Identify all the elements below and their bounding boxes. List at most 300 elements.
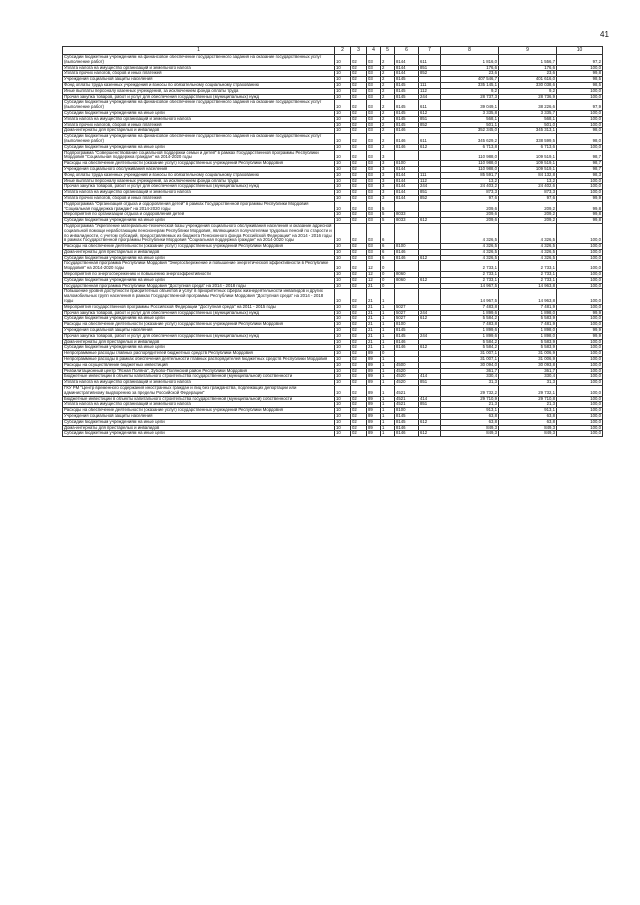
table-cell: 02 bbox=[351, 166, 367, 172]
table-cell: 2 bbox=[381, 134, 395, 145]
table-cell: 89 bbox=[367, 425, 381, 431]
table-cell: 9,2 bbox=[499, 88, 557, 94]
table-cell: 10 bbox=[335, 184, 351, 190]
table-cell: 8145 bbox=[395, 333, 419, 339]
column-header: 8 bbox=[441, 47, 499, 55]
table-cell: 8100 bbox=[395, 244, 419, 250]
table-cell: 02 bbox=[351, 178, 367, 184]
table-cell: 2 bbox=[381, 71, 395, 77]
table-cell: 414 bbox=[419, 396, 441, 402]
table-cell: 176,6 bbox=[499, 65, 557, 71]
table-cell: 414 bbox=[419, 374, 441, 380]
table-cell: 345 313,1 bbox=[499, 128, 557, 134]
table-cell: 5 583,9 bbox=[499, 339, 557, 345]
table-cell: 4521 bbox=[395, 402, 419, 408]
table-cell: 10 bbox=[335, 310, 351, 316]
table-cell: 10 bbox=[335, 419, 351, 425]
table-cell: 10 bbox=[335, 65, 351, 71]
table-cell bbox=[419, 223, 441, 243]
table-cell: 23,6 bbox=[441, 71, 499, 77]
table-cell: 12 bbox=[367, 277, 381, 283]
table-cell: 100,0 bbox=[557, 316, 603, 322]
table-cell: 02 bbox=[351, 82, 367, 88]
table-cell: 63,8 bbox=[499, 414, 557, 420]
table-cell: 330,4 bbox=[499, 374, 557, 380]
table-cell: 03 bbox=[367, 110, 381, 116]
table-cell: 4521 bbox=[395, 396, 419, 402]
table-cell: 612 bbox=[419, 277, 441, 283]
table-cell: 851 bbox=[419, 402, 441, 408]
table-cell: 100,0 bbox=[557, 283, 603, 289]
table-cell: 10 bbox=[335, 357, 351, 363]
table-cell: 2 bbox=[381, 94, 395, 100]
table-cell: 98,5 bbox=[557, 82, 603, 88]
table-cell: 100,0 bbox=[557, 380, 603, 386]
row-name-cell: Уплата налога на имущество организаций и земельного налога bbox=[63, 380, 335, 386]
table-cell: 1 bbox=[381, 333, 395, 339]
table-cell: 100,0 bbox=[557, 386, 603, 397]
table-cell bbox=[419, 386, 441, 397]
table-cell: 10 bbox=[335, 431, 351, 437]
row-name-cell: Уплата прочих налогов, сборов и иных платежей bbox=[63, 195, 335, 201]
row-name-cell: Расходы на обеспечение деятельности (оказание услуг) государственных учреждений Республики Мордовия bbox=[63, 322, 335, 328]
table-cell: 02 bbox=[351, 408, 367, 414]
table-cell: 03 bbox=[367, 195, 381, 201]
table-cell: 21 bbox=[367, 316, 381, 322]
table-cell: 10 bbox=[335, 190, 351, 196]
table-cell: 100,0 bbox=[557, 261, 603, 272]
table-cell: 361,7 bbox=[441, 368, 499, 374]
table-cell: 100,0 bbox=[557, 122, 603, 128]
table-cell: 1 bbox=[381, 431, 395, 437]
table-cell: 03 bbox=[367, 223, 381, 243]
row-name-cell: Прочая закупка товаров, работ и услуг для обеспечения государственных (муниципальных) нужд bbox=[63, 333, 335, 339]
table-cell bbox=[395, 289, 419, 304]
table-cell: 02 bbox=[351, 190, 367, 196]
table-cell: 10 bbox=[335, 408, 351, 414]
table-cell: 10 bbox=[335, 244, 351, 250]
table-cell: 5 583,9 bbox=[499, 316, 557, 322]
table-cell: 99,8 bbox=[557, 218, 603, 224]
table-cell: 9,2 bbox=[441, 88, 499, 94]
table-cell: 851 bbox=[419, 380, 441, 386]
table-cell: 1 bbox=[381, 425, 395, 431]
table-cell: 97,6 bbox=[499, 195, 557, 201]
table-cell: 8145 bbox=[395, 100, 419, 111]
table-cell: 849,3 bbox=[499, 425, 557, 431]
table-cell: 10 bbox=[335, 161, 351, 167]
table-cell: 3 335,7 bbox=[499, 110, 557, 116]
table-cell: 10 bbox=[335, 255, 351, 261]
table-cell: 1 bbox=[381, 328, 395, 334]
table-cell: 24 402,6 bbox=[499, 184, 557, 190]
table-cell: 873,3 bbox=[441, 190, 499, 196]
table-cell: 4520 bbox=[395, 380, 419, 386]
row-name-cell: Расходы на обеспечение деятельности (оказание услуг) государственных учреждений Республики Мордовия bbox=[63, 408, 335, 414]
row-name-cell: Субсидии бюджетным учреждениям на иные цели bbox=[63, 110, 335, 116]
table-cell: 568,1 bbox=[499, 116, 557, 122]
table-cell: 02 bbox=[351, 100, 367, 111]
table-cell: 8100 bbox=[395, 161, 419, 167]
table-cell: 03 bbox=[367, 218, 381, 224]
table-cell: 100,0 bbox=[557, 116, 603, 122]
table-cell: 30 093,8 bbox=[499, 362, 557, 368]
table-cell: 02 bbox=[351, 425, 367, 431]
table-cell: 0 bbox=[381, 277, 395, 283]
table-cell: 100,0 bbox=[557, 351, 603, 357]
table-cell: 02 bbox=[351, 328, 367, 334]
table-cell: 2 733,1 bbox=[499, 261, 557, 272]
row-name-cell: Подпрограмма "Укрепление материально-технической базы учреждений социального обслуживания населения и оказание адресной социальной помощи неработающим пенсионерам Республики Мордовия, являющимся получателями трудовых пенсий по старости и по инвалидности, с учетом субсидий, предоставляемых из бюджета Пенсионного фонда Российской Федерации" на 2014 - 2016 годы в рамках Государственной программы Республики Мордовия "Социальная поддержка граждан" на 2014-2020 годы bbox=[63, 223, 335, 243]
table-cell: 02 bbox=[351, 122, 367, 128]
table-cell: 10 bbox=[335, 304, 351, 310]
row-name-cell: Мероприятия по организации отдыха и оздоровления детей bbox=[63, 212, 335, 218]
column-header: 3 bbox=[351, 47, 367, 55]
table-cell: 3 bbox=[381, 150, 395, 161]
table-cell: 8145 bbox=[395, 328, 419, 334]
table-cell: 97,9 bbox=[557, 100, 603, 111]
row-name-cell: Прочая закупка товаров, работ и услуг для обеспечения государственных (муниципальных) нужд bbox=[63, 184, 335, 190]
table-cell: 1 bbox=[381, 402, 395, 408]
row-name-cell: Субсидии бюджетным учреждениям на иные цели bbox=[63, 419, 335, 425]
table-cell: 8146 bbox=[395, 255, 419, 261]
table-row bbox=[63, 100, 603, 111]
table-cell: 3 335,8 bbox=[441, 110, 499, 116]
table-cell: 100,0 bbox=[557, 368, 603, 374]
table-cell: 98,7 bbox=[557, 150, 603, 161]
table-cell: 02 bbox=[351, 110, 367, 116]
table-cell: 109 519,1 bbox=[499, 166, 557, 172]
table-cell: 111 bbox=[419, 172, 441, 178]
table-cell: 407 546,7 bbox=[441, 77, 499, 83]
table-cell: 03 bbox=[367, 55, 381, 66]
table-cell: 1 899,6 bbox=[441, 310, 499, 316]
table-cell: 10 bbox=[335, 425, 351, 431]
table-cell: 8033 bbox=[395, 212, 419, 218]
row-name-cell: Учреждения социальной защиты населения bbox=[63, 414, 335, 420]
table-cell: 99,9 bbox=[557, 310, 603, 316]
table-cell: 10 bbox=[335, 339, 351, 345]
table-cell: 100,0 bbox=[557, 322, 603, 328]
table-cell: 31 007,1 bbox=[441, 357, 499, 363]
table-cell: 6 bbox=[381, 249, 395, 255]
table-cell: 3 bbox=[381, 178, 395, 184]
table-cell: 84 132,8 bbox=[499, 172, 557, 178]
table-cell: 10 bbox=[335, 289, 351, 304]
table-cell: 100,0 bbox=[557, 184, 603, 190]
table-cell: 89 bbox=[367, 419, 381, 425]
table-cell bbox=[419, 150, 441, 161]
table-cell: 10 bbox=[335, 88, 351, 94]
table-cell: 209,6 bbox=[441, 218, 499, 224]
table-cell: 10 bbox=[335, 128, 351, 134]
table-cell: 244 bbox=[419, 184, 441, 190]
table-cell: 1 bbox=[381, 362, 395, 368]
table-cell: 3 bbox=[381, 195, 395, 201]
table-cell: 03 bbox=[367, 134, 381, 145]
table-cell: 4 326,5 bbox=[499, 244, 557, 250]
column-header: 6 bbox=[395, 47, 419, 55]
table-cell: 10 bbox=[335, 386, 351, 397]
table-cell: 5 583,9 bbox=[499, 345, 557, 351]
table-cell: 6 bbox=[381, 244, 395, 250]
table-cell: 02 bbox=[351, 289, 367, 304]
table-cell: 10 bbox=[335, 283, 351, 289]
table-cell: 10 bbox=[335, 212, 351, 218]
table-cell: 21 bbox=[367, 283, 381, 289]
table-cell: 109 519,1 bbox=[499, 161, 557, 167]
table-cell: 100,0 bbox=[557, 414, 603, 420]
table-cell: 110 988,0 bbox=[441, 166, 499, 172]
table-cell: 03 bbox=[367, 190, 381, 196]
table-cell: 5 bbox=[381, 212, 395, 218]
row-name-cell: Непрограммные расходы в рамках обеспечения деятельности главных распорядителей бюджетных средств Республики Мордовия bbox=[63, 357, 335, 363]
row-name-cell: Прочая закупка товаров, работ и услуг для обеспечения государственных (муниципальных) нужд bbox=[63, 310, 335, 316]
table-cell: 63,8 bbox=[499, 419, 557, 425]
table-cell: 6 713,6 bbox=[499, 144, 557, 150]
table-cell: 98,7 bbox=[557, 161, 603, 167]
table-cell: 100,0 bbox=[557, 223, 603, 243]
table-cell: 5027 bbox=[395, 310, 419, 316]
table-cell: 10 bbox=[335, 272, 351, 278]
table-cell: 4520 bbox=[395, 368, 419, 374]
row-name-cell: Учреждения социальной защиты населения bbox=[63, 328, 335, 334]
table-cell: 39 049,1 bbox=[441, 100, 499, 111]
row-name-cell: Уплата прочих налогов, сборов и иных платежей bbox=[63, 71, 335, 77]
table-cell: 5 584,2 bbox=[441, 316, 499, 322]
table-cell: 852 bbox=[419, 122, 441, 128]
table-cell: 03 bbox=[367, 116, 381, 122]
table-cell: 21 bbox=[367, 328, 381, 334]
table-cell: 100,0 bbox=[557, 144, 603, 150]
row-name-cell: Уплата прочих налогов, сборов и иных платежей bbox=[63, 122, 335, 128]
table-cell: 612 bbox=[419, 218, 441, 224]
table-cell: 849,3 bbox=[441, 431, 499, 437]
row-name-cell: Повышение уровня доступности приоритетных объектов и услуг в приоритетных сферах жизнедеятельности инвалидов и других маломобильных групп населения в рамках Государственной программы Республики Мордовия "Доступная среда" на 2014 - 2018 годы bbox=[63, 289, 335, 304]
table-cell: 89 bbox=[367, 386, 381, 397]
row-name-cell: Субсидии бюджетным учреждениям на иные цели bbox=[63, 277, 335, 283]
row-name-cell: Субсидии бюджетным учреждениям на финансовое обеспечение государственного задания на оказание государственных услуг (выполнение работ) bbox=[63, 100, 335, 111]
table-cell: 03 bbox=[367, 150, 381, 161]
table-cell bbox=[395, 201, 419, 212]
row-name-cell: Дома-интернаты для престарелых и инвалидов bbox=[63, 128, 335, 134]
table-cell: 2 733,1 bbox=[499, 277, 557, 283]
table-cell: 02 bbox=[351, 277, 367, 283]
table-cell: 100,0 bbox=[557, 304, 603, 310]
table-cell: 89 bbox=[367, 380, 381, 386]
row-name-cell: Уплата налога на имущество организаций и земельного налога bbox=[63, 190, 335, 196]
table-cell: 8144 bbox=[395, 55, 419, 66]
table-cell: 10 bbox=[335, 55, 351, 66]
table-cell: 10 bbox=[335, 201, 351, 212]
row-name-cell: Иные выплаты персоналу казенных учреждений, за исключением фонда оплаты труда bbox=[63, 178, 335, 184]
table-cell: 1 bbox=[381, 289, 395, 304]
table-cell: 89 bbox=[367, 408, 381, 414]
table-cell: 8100 bbox=[395, 408, 419, 414]
table-cell: 28 736,9 bbox=[499, 94, 557, 100]
table-cell: 873,3 bbox=[499, 190, 557, 196]
table-cell: 1 bbox=[381, 316, 395, 322]
table-cell: 2 733,1 bbox=[499, 272, 557, 278]
table-cell: 209,6 bbox=[441, 212, 499, 218]
table-cell: 8145 bbox=[395, 110, 419, 116]
table-cell: 89 bbox=[367, 351, 381, 357]
table-cell: 611 bbox=[419, 55, 441, 66]
table-cell: 244 bbox=[419, 94, 441, 100]
table-cell: 8144 bbox=[395, 195, 419, 201]
table-cell: 501,0 bbox=[499, 122, 557, 128]
table-cell: 110 988,0 bbox=[441, 161, 499, 167]
table-cell: 02 bbox=[351, 261, 367, 272]
table-cell: 10 bbox=[335, 116, 351, 122]
table-cell: 21 bbox=[367, 289, 381, 304]
table-header-row bbox=[63, 47, 603, 55]
table-cell: 100,0 bbox=[557, 178, 603, 184]
table-row bbox=[63, 201, 603, 212]
table-cell: 3 bbox=[381, 161, 395, 167]
table-cell: 21,3 bbox=[499, 402, 557, 408]
table-cell: 0 bbox=[381, 283, 395, 289]
table-cell: 2 bbox=[381, 77, 395, 83]
table-cell: 02 bbox=[351, 172, 367, 178]
table-cell: 7 483,8 bbox=[441, 304, 499, 310]
table-cell: 02 bbox=[351, 339, 367, 345]
table-cell: 98,3 bbox=[557, 172, 603, 178]
table-cell: 1 bbox=[381, 345, 395, 351]
table-cell: 99,9 bbox=[557, 333, 603, 339]
table-cell: 8146 bbox=[395, 431, 419, 437]
table-cell: 10 bbox=[335, 402, 351, 408]
table-cell: 10 bbox=[335, 134, 351, 145]
table-cell: 02 bbox=[351, 134, 367, 145]
table-cell: 10 bbox=[335, 362, 351, 368]
table-cell: 1 bbox=[381, 339, 395, 345]
table-cell: 7 481,9 bbox=[499, 322, 557, 328]
table-cell: 209,2 bbox=[499, 218, 557, 224]
table-cell: 03 bbox=[367, 71, 381, 77]
column-header: 7 bbox=[419, 47, 441, 55]
table-cell: 02 bbox=[351, 144, 367, 150]
row-name-cell: Расходы на обеспечение деятельности (оказание услуг) государственных учреждений Республики Мордовия bbox=[63, 161, 335, 167]
table-cell: 8145 bbox=[395, 116, 419, 122]
table-row bbox=[63, 431, 603, 437]
table-cell: 0 bbox=[381, 261, 395, 272]
table-cell: 2 bbox=[381, 128, 395, 134]
table-cell: 851 bbox=[419, 190, 441, 196]
table-cell bbox=[419, 261, 441, 272]
row-name-cell: Субсидии бюджетным учреждениям на иные цели bbox=[63, 431, 335, 437]
table-cell: 5 584,2 bbox=[441, 339, 499, 345]
table-cell: 913,1 bbox=[499, 408, 557, 414]
table-cell: 14 963,8 bbox=[499, 283, 557, 289]
table-cell: 112 bbox=[419, 178, 441, 184]
table-row bbox=[63, 223, 603, 243]
table-cell: 335 145,1 bbox=[441, 82, 499, 88]
table-cell: 4521 bbox=[395, 386, 419, 397]
table-cell: 10 bbox=[335, 82, 351, 88]
table-cell: 10 bbox=[335, 414, 351, 420]
table-cell bbox=[419, 201, 441, 212]
table-cell: 02 bbox=[351, 244, 367, 250]
table-cell: 03 bbox=[367, 249, 381, 255]
table-cell: 31,3 bbox=[499, 380, 557, 386]
table-cell: 100,0 bbox=[557, 402, 603, 408]
table-cell: 03 bbox=[367, 161, 381, 167]
table-cell: 100,0 bbox=[557, 289, 603, 304]
table-cell: 89 bbox=[367, 368, 381, 374]
table-cell bbox=[395, 261, 419, 272]
table-cell: 2 bbox=[381, 110, 395, 116]
table-cell: 612 bbox=[419, 255, 441, 261]
table-cell: 99,8 bbox=[557, 212, 603, 218]
table-cell: 02 bbox=[351, 55, 367, 66]
table-cell: 38 226,6 bbox=[499, 100, 557, 111]
table-cell: 8146 bbox=[395, 339, 419, 345]
table-cell: 0 bbox=[381, 272, 395, 278]
table-cell: 3 bbox=[381, 166, 395, 172]
table-cell: 851 bbox=[419, 65, 441, 71]
table-cell: 03 bbox=[367, 201, 381, 212]
table-cell: 02 bbox=[351, 212, 367, 218]
table-cell: 10 bbox=[335, 166, 351, 172]
table-cell: 4 326,5 bbox=[499, 249, 557, 255]
table-cell: 8060 bbox=[395, 277, 419, 283]
table-cell: 10 bbox=[335, 316, 351, 322]
row-name-cell: Расходы на обеспечение деятельности (оказание услуг) государственных учреждений Республики Мордовия bbox=[63, 244, 335, 250]
table-cell: 244 bbox=[419, 333, 441, 339]
table-cell: 338 599,5 bbox=[499, 134, 557, 145]
table-row bbox=[63, 134, 603, 145]
table-cell: 4 326,5 bbox=[441, 244, 499, 250]
column-header: 5 bbox=[381, 47, 395, 55]
table-cell: 361,7 bbox=[499, 368, 557, 374]
table-cell: 03 bbox=[367, 184, 381, 190]
table-cell: 1 bbox=[381, 374, 395, 380]
table-cell: 03 bbox=[367, 100, 381, 111]
table-cell: 10 bbox=[335, 77, 351, 83]
table-cell: 03 bbox=[367, 178, 381, 184]
table-cell: 28 737,3 bbox=[441, 94, 499, 100]
row-name-cell: Субсидии бюджетным учреждениям на иные цели bbox=[63, 218, 335, 224]
row-name-cell: Бюджетные инвестиции в объекты капитального строительства государственной (муниципальной) собственности bbox=[63, 396, 335, 402]
row-name-cell: Дома-интернаты для престарелых и инвалидов bbox=[63, 339, 335, 345]
table-cell: 10 bbox=[335, 122, 351, 128]
row-name-cell: Иные выплаты персоналу казенных учреждений, за исключением фонда оплаты труда bbox=[63, 88, 335, 94]
table-cell: 100,0 bbox=[557, 244, 603, 250]
table-cell: 330 038,6 bbox=[499, 82, 557, 88]
row-name-cell: Уплата налога на имущество организаций и земельного налога bbox=[63, 65, 335, 71]
table-cell: 100,0 bbox=[557, 339, 603, 345]
row-name-cell: Бюджетные инвестиции в объекты капитального строительства государственной (муниципальной) собственности bbox=[63, 374, 335, 380]
table-cell: 6 713,8 bbox=[441, 144, 499, 150]
table-cell: 10 bbox=[335, 380, 351, 386]
table-cell: 10 bbox=[335, 218, 351, 224]
table-cell: 13,2 bbox=[499, 178, 557, 184]
table-cell: 100,0 bbox=[557, 345, 603, 351]
table-cell: 03 bbox=[367, 212, 381, 218]
table-cell: 8060 bbox=[395, 272, 419, 278]
table-cell: 1 bbox=[381, 419, 395, 425]
table-cell: 31 006,9 bbox=[499, 357, 557, 363]
table-cell: 100,0 bbox=[557, 272, 603, 278]
table-cell: 02 bbox=[351, 345, 367, 351]
table-cell: 02 bbox=[351, 116, 367, 122]
table-cell: 02 bbox=[351, 374, 367, 380]
table-cell: 02 bbox=[351, 386, 367, 397]
table-cell: 209,2 bbox=[499, 212, 557, 218]
table-cell: 612 bbox=[419, 419, 441, 425]
table-cell: 1 898,0 bbox=[499, 310, 557, 316]
